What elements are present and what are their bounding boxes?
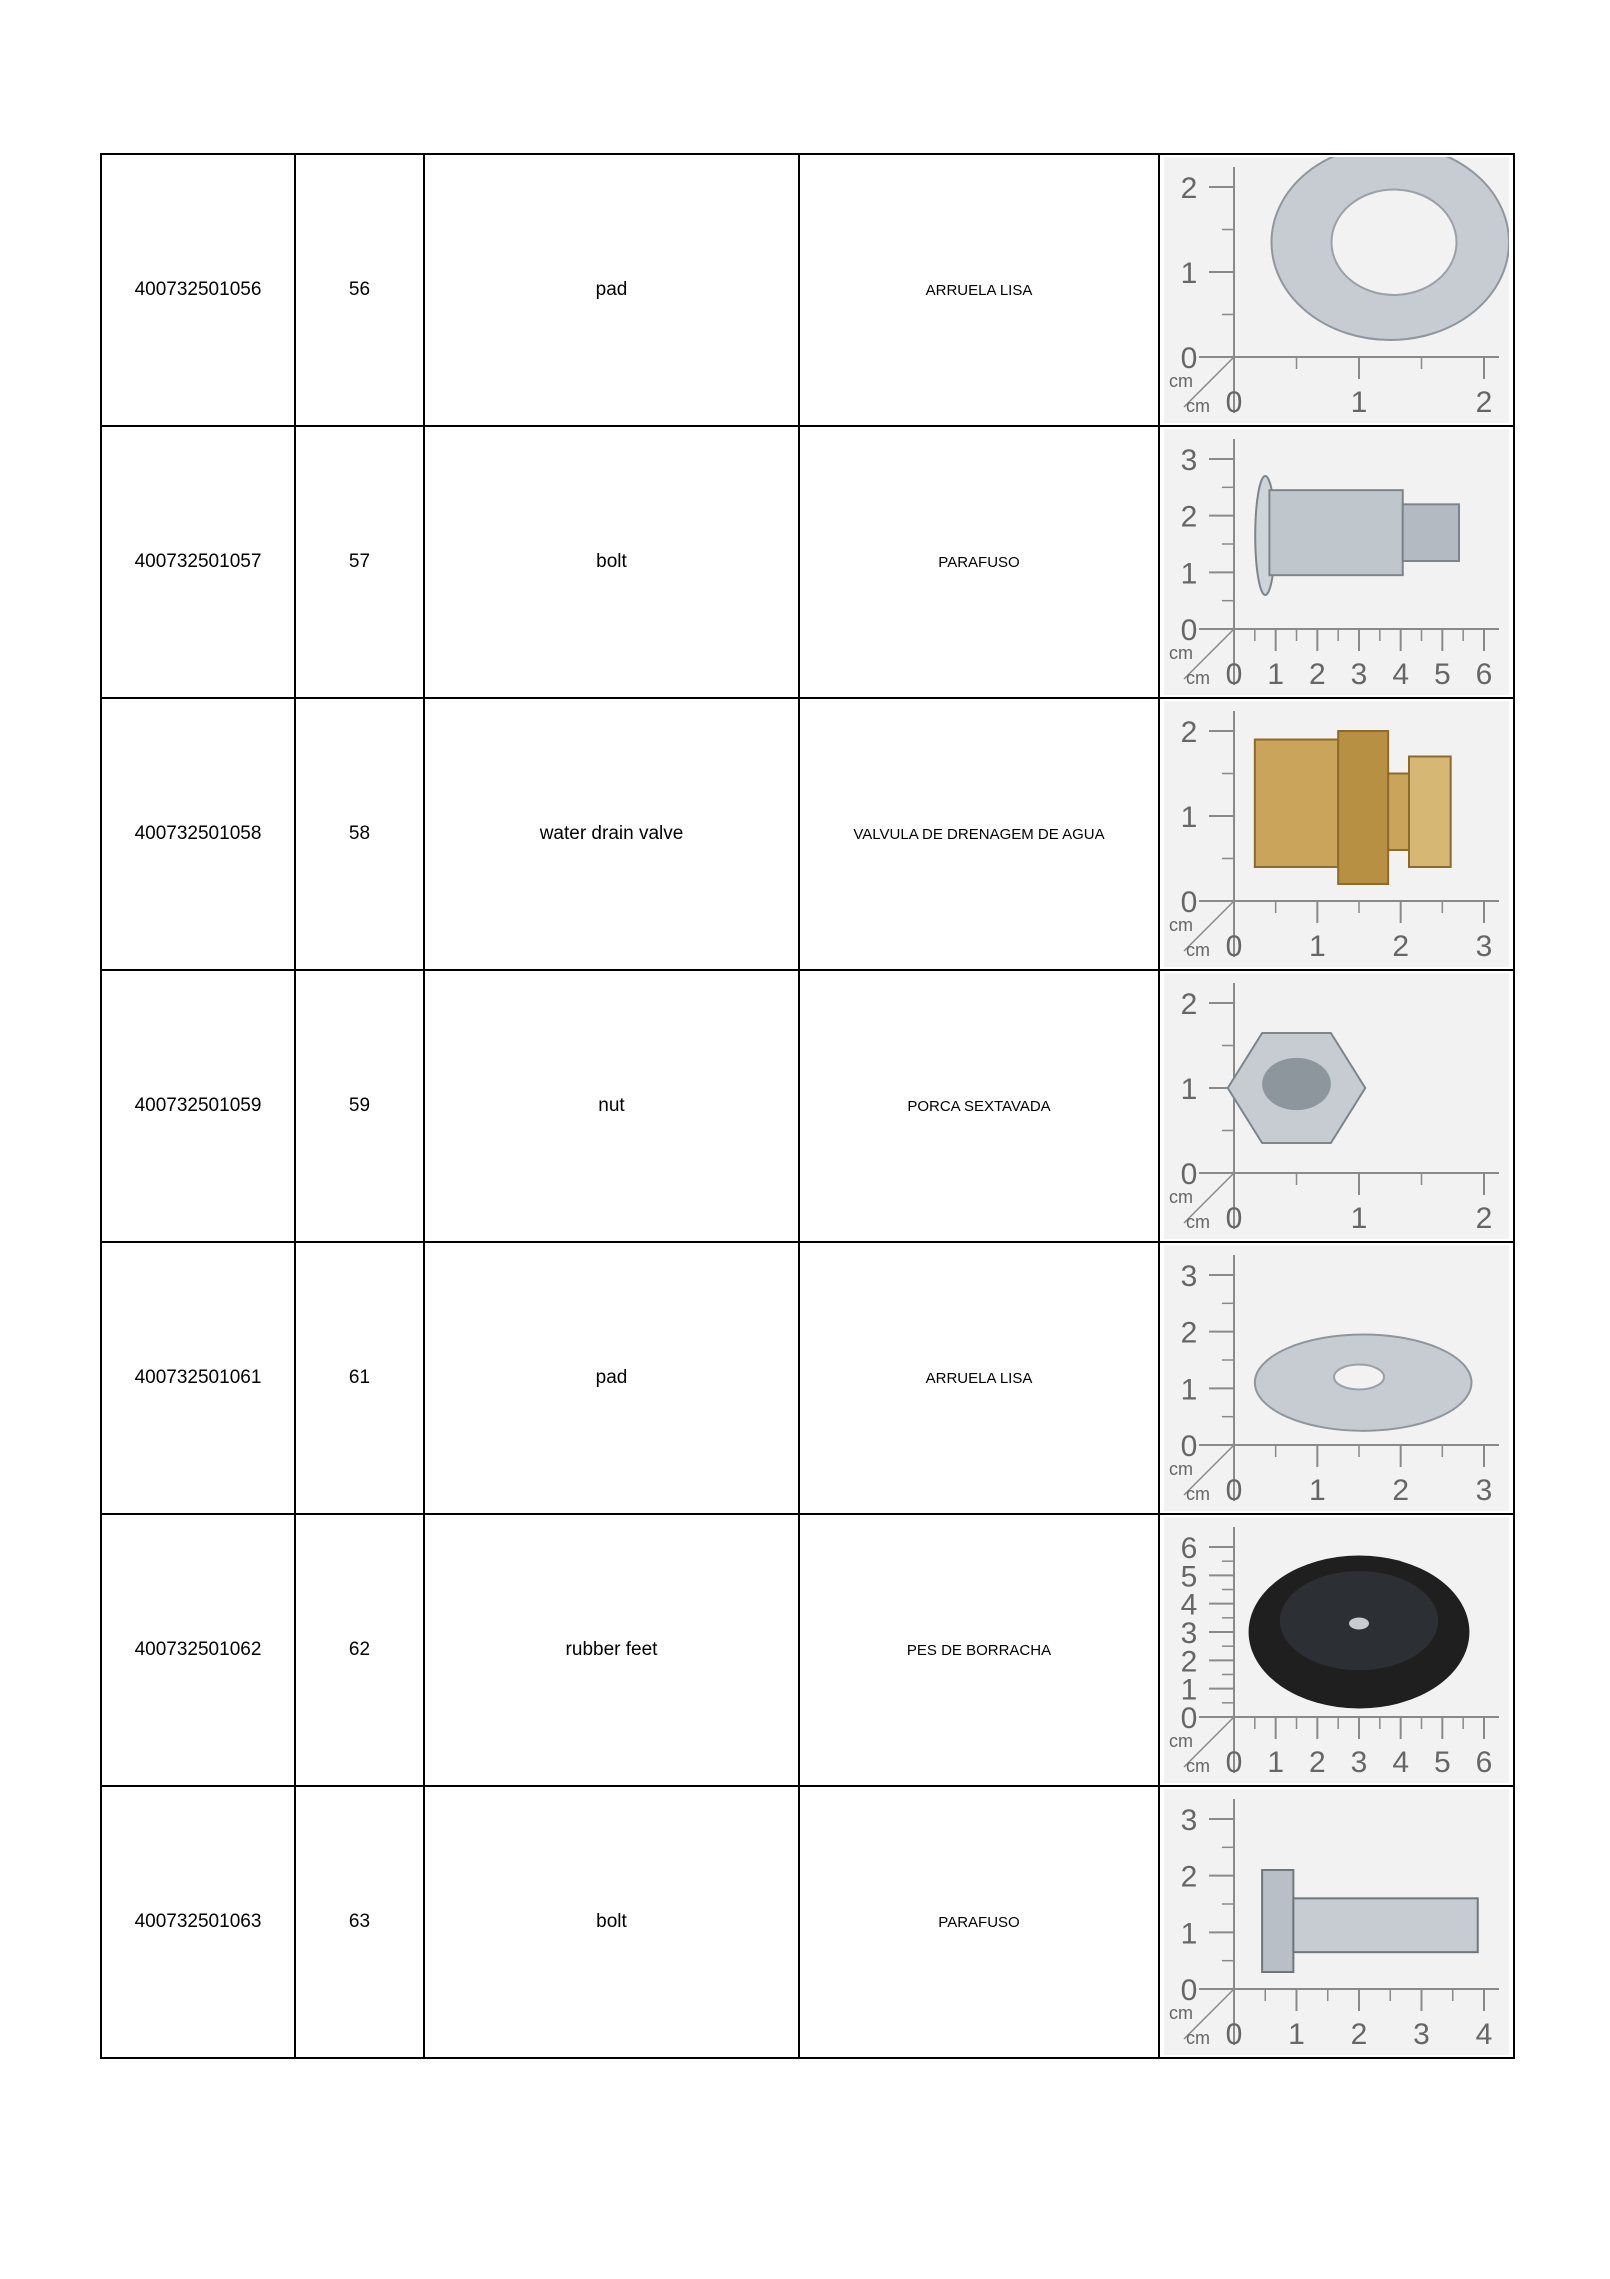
svg-text:1: 1 bbox=[1180, 1673, 1198, 1707]
part-name-portuguese: ARRUELA LISA bbox=[799, 154, 1159, 426]
svg-text:0: 0 bbox=[1225, 386, 1243, 419]
svg-text:2: 2 bbox=[1475, 1202, 1493, 1235]
table-row bbox=[101, 1786, 1514, 2058]
svg-text:cm: cm bbox=[1186, 396, 1210, 416]
svg-text:2: 2 bbox=[1180, 988, 1198, 1021]
svg-text:2: 2 bbox=[1180, 500, 1198, 534]
part-photo-cell bbox=[1159, 154, 1514, 426]
svg-text:1: 1 bbox=[1350, 1202, 1368, 1235]
svg-text:cm: cm bbox=[1169, 1459, 1193, 1479]
table-row bbox=[101, 154, 1514, 426]
part-name-english: bolt bbox=[424, 1786, 799, 2058]
position-number: 56 bbox=[295, 154, 424, 426]
svg-text:cm: cm bbox=[1169, 371, 1193, 391]
table-row bbox=[101, 426, 1514, 698]
position-number: 62 bbox=[295, 1514, 424, 1786]
svg-text:cm: cm bbox=[1169, 2003, 1193, 2023]
svg-text:3: 3 bbox=[1350, 1746, 1368, 1779]
part-name-portuguese: ARRUELA LISA bbox=[799, 1242, 1159, 1514]
part-name-english: nut bbox=[424, 970, 799, 1242]
part-name-portuguese: VALVULA DE DRENAGEM DE AGUA bbox=[799, 698, 1159, 970]
svg-text:3: 3 bbox=[1180, 444, 1198, 477]
svg-text:1: 1 bbox=[1288, 2018, 1305, 2051]
svg-text:6: 6 bbox=[1475, 658, 1493, 691]
svg-text:0: 0 bbox=[1225, 1746, 1243, 1779]
svg-text:0: 0 bbox=[1180, 614, 1198, 647]
part-name-english: rubber feet bbox=[424, 1514, 799, 1786]
svg-text:2: 2 bbox=[1180, 716, 1198, 749]
part-photo-cell bbox=[1159, 970, 1514, 1242]
svg-text:cm: cm bbox=[1186, 1756, 1210, 1776]
svg-text:0: 0 bbox=[1225, 658, 1243, 691]
svg-text:cm: cm bbox=[1169, 1731, 1193, 1751]
part-code: 400732501058 bbox=[101, 698, 295, 970]
svg-text:4: 4 bbox=[1392, 658, 1410, 691]
svg-text:cm: cm bbox=[1186, 940, 1210, 960]
part-name-english: bolt bbox=[424, 426, 799, 698]
part-code: 400732501056 bbox=[101, 154, 295, 426]
part-code: 400732501057 bbox=[101, 426, 295, 698]
svg-text:1: 1 bbox=[1267, 1746, 1285, 1779]
svg-text:2: 2 bbox=[1180, 172, 1198, 205]
part-code: 400732501061 bbox=[101, 1242, 295, 1514]
svg-text:1: 1 bbox=[1350, 386, 1368, 419]
svg-text:2: 2 bbox=[1180, 1645, 1198, 1679]
svg-text:2: 2 bbox=[1475, 386, 1493, 419]
part-photo-cell bbox=[1159, 1786, 1514, 2058]
position-number: 61 bbox=[295, 1242, 424, 1514]
svg-text:4: 4 bbox=[1180, 1588, 1198, 1622]
svg-text:0: 0 bbox=[1180, 1430, 1198, 1463]
svg-text:1: 1 bbox=[1267, 658, 1285, 691]
svg-text:1: 1 bbox=[1308, 930, 1326, 963]
part-name-portuguese: PARAFUSO bbox=[799, 426, 1159, 698]
svg-text:6: 6 bbox=[1180, 1532, 1198, 1565]
svg-text:cm: cm bbox=[1186, 668, 1210, 688]
svg-text:2: 2 bbox=[1392, 930, 1410, 963]
part-code: 400732501059 bbox=[101, 970, 295, 1242]
part-photo-cell bbox=[1159, 698, 1514, 970]
svg-text:cm: cm bbox=[1169, 643, 1193, 663]
svg-text:0: 0 bbox=[1180, 886, 1198, 919]
position-number: 59 bbox=[295, 970, 424, 1242]
svg-text:2: 2 bbox=[1350, 2018, 1368, 2051]
svg-text:4: 4 bbox=[1392, 1746, 1410, 1779]
part-name-portuguese: PORCA SEXTAVADA bbox=[799, 970, 1159, 1242]
svg-text:5: 5 bbox=[1433, 1746, 1451, 1779]
svg-text:1: 1 bbox=[1180, 1073, 1198, 1106]
rubber-foot-icon bbox=[1164, 1517, 1509, 1783]
svg-text:2: 2 bbox=[1308, 1746, 1326, 1779]
svg-text:0: 0 bbox=[1180, 1702, 1198, 1735]
svg-text:cm: cm bbox=[1169, 915, 1193, 935]
part-code: 400732501063 bbox=[101, 1786, 295, 2058]
svg-text:0: 0 bbox=[1225, 2018, 1243, 2051]
svg-text:3: 3 bbox=[1413, 2018, 1430, 2051]
position-number: 63 bbox=[295, 1786, 424, 2058]
svg-text:0: 0 bbox=[1225, 1202, 1243, 1235]
svg-text:5: 5 bbox=[1180, 1560, 1198, 1594]
part-photo-cell bbox=[1159, 1242, 1514, 1514]
table-row bbox=[101, 1242, 1514, 1514]
part-name-english: pad bbox=[424, 1242, 799, 1514]
svg-text:3: 3 bbox=[1180, 1260, 1198, 1293]
svg-text:cm: cm bbox=[1186, 2028, 1210, 2048]
part-code: 400732501062 bbox=[101, 1514, 295, 1786]
svg-text:1: 1 bbox=[1180, 801, 1198, 834]
part-name-english: pad bbox=[424, 154, 799, 426]
svg-text:cm: cm bbox=[1186, 1212, 1210, 1232]
svg-text:3: 3 bbox=[1350, 658, 1368, 691]
fender-washer-icon bbox=[1164, 1245, 1509, 1511]
part-photo-cell bbox=[1159, 1514, 1514, 1786]
svg-text:3: 3 bbox=[1180, 1804, 1198, 1837]
svg-text:3: 3 bbox=[1475, 1474, 1493, 1507]
svg-text:3: 3 bbox=[1180, 1617, 1198, 1650]
table-row bbox=[101, 698, 1514, 970]
svg-text:0: 0 bbox=[1180, 1158, 1198, 1191]
svg-text:1: 1 bbox=[1180, 557, 1198, 591]
svg-text:2: 2 bbox=[1180, 1316, 1198, 1350]
svg-text:3: 3 bbox=[1475, 930, 1493, 963]
drain-valve-icon bbox=[1164, 701, 1509, 967]
table-row bbox=[101, 970, 1514, 1242]
svg-text:1: 1 bbox=[1180, 1917, 1198, 1951]
svg-text:6: 6 bbox=[1475, 1746, 1493, 1779]
position-number: 57 bbox=[295, 426, 424, 698]
part-name-portuguese: PES DE BORRACHA bbox=[799, 1514, 1159, 1786]
svg-text:1: 1 bbox=[1180, 257, 1198, 290]
svg-text:1: 1 bbox=[1180, 1373, 1198, 1407]
svg-text:0: 0 bbox=[1180, 342, 1198, 375]
svg-text:1: 1 bbox=[1308, 1474, 1326, 1507]
position-number: 58 bbox=[295, 698, 424, 970]
svg-text:5: 5 bbox=[1433, 658, 1451, 691]
svg-text:0: 0 bbox=[1225, 1474, 1243, 1507]
svg-text:cm: cm bbox=[1186, 1484, 1210, 1504]
svg-text:cm: cm bbox=[1169, 1187, 1193, 1207]
part-photo-cell bbox=[1159, 426, 1514, 698]
svg-text:2: 2 bbox=[1308, 658, 1326, 691]
hex-nut-icon bbox=[1164, 973, 1509, 1239]
table-row bbox=[101, 1514, 1514, 1786]
svg-text:4: 4 bbox=[1475, 2018, 1493, 2051]
parts-table bbox=[100, 153, 1515, 2059]
part-name-portuguese: PARAFUSO bbox=[799, 1786, 1159, 2058]
hex-bolt-icon bbox=[1164, 1789, 1509, 2055]
flat-washer-icon bbox=[1164, 157, 1509, 423]
svg-text:2: 2 bbox=[1180, 1860, 1198, 1894]
part-name-english: water drain valve bbox=[424, 698, 799, 970]
shoulder-bolt-icon bbox=[1164, 429, 1509, 695]
svg-text:2: 2 bbox=[1392, 1474, 1410, 1507]
svg-text:0: 0 bbox=[1225, 930, 1243, 963]
svg-text:0: 0 bbox=[1180, 1974, 1198, 2007]
